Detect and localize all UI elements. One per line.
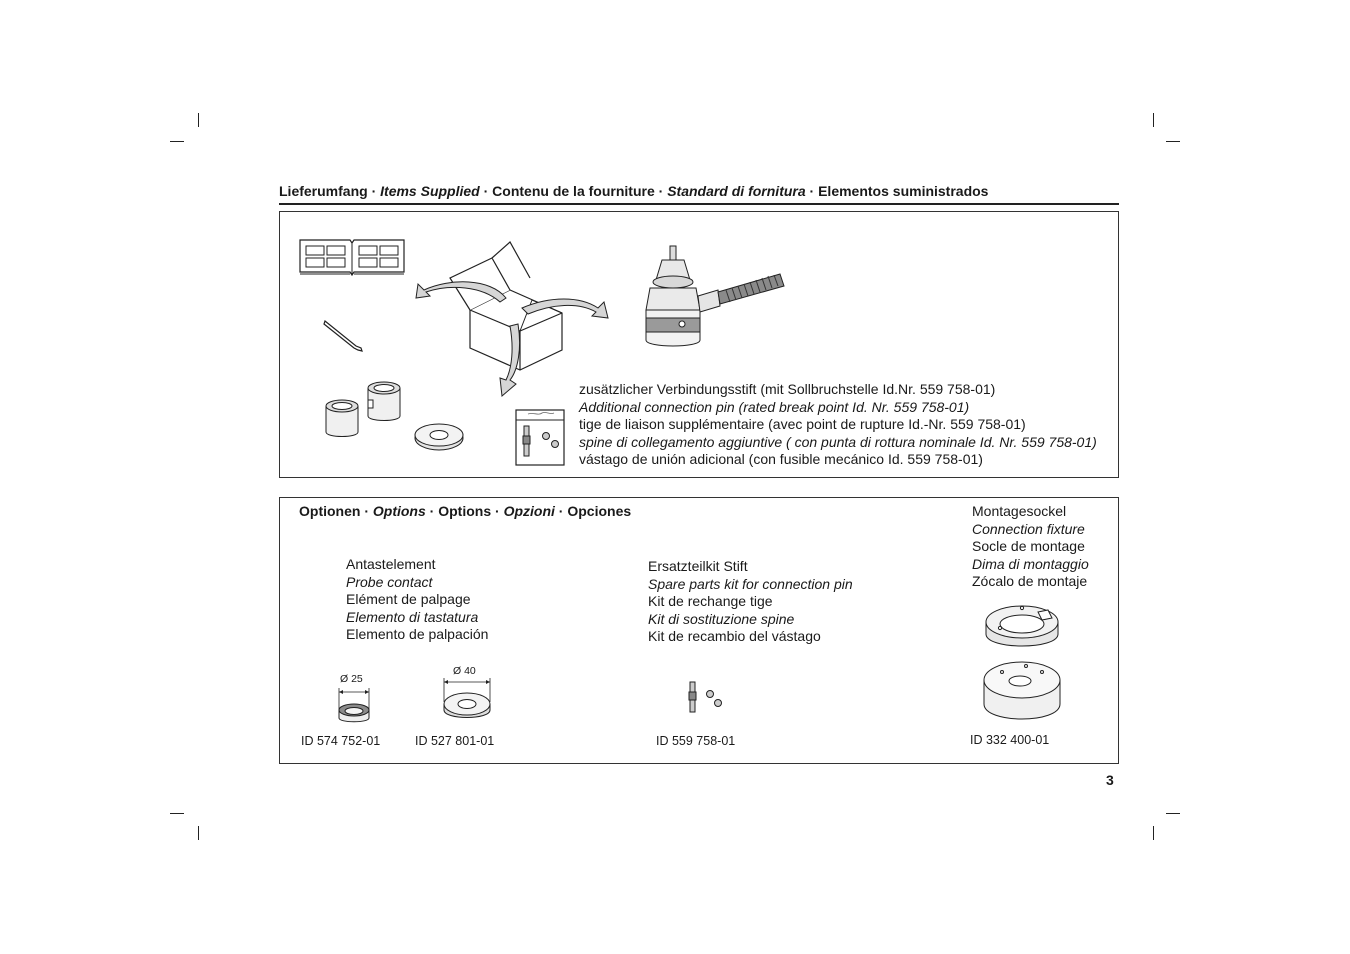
id-spare-pin-kit: ID 559 758-01 — [656, 734, 736, 748]
fixture-label: Montagesockel Connection fixture Socle de montage Dima di montaggio Zócalo de montaje — [972, 503, 1089, 589]
pin-bag-icon — [514, 408, 568, 468]
washer-part-icon — [412, 420, 467, 455]
spare-pin-kit-icon — [686, 678, 726, 718]
probe-contact-small-icon — [334, 686, 374, 726]
pin-note: zusätzlicher Verbindungsstift (mit Sollbruchstelle Id.Nr. 559 758-01) Additional connection pin (rated break point Id. Nr. 559 758-01) tige de liaison supplémentaire (avec point de rupture Id.-Nr. 559 758-01) spine di collegamento aggiuntive ( con punta di rottura nominale Id. Nr. 559 758-01) vástago de unión adicional (con fusible mecánico Id. 559 758-01) — [579, 381, 1097, 467]
heading-rule — [279, 203, 1119, 205]
crop-mark — [1153, 826, 1154, 840]
crop-mark — [198, 826, 199, 840]
package-box-icon — [410, 238, 615, 398]
dimension-small: Ø 25 — [340, 673, 363, 685]
page-number: 3 — [1106, 772, 1114, 788]
probe-contact-label: Antastelement Probe contact Elément de palpage Elemento di tastatura Elemento de palpación — [346, 556, 489, 642]
crop-mark — [170, 141, 184, 142]
options-heading: Optionen · Options · Options · Opzioni · Opciones — [299, 503, 632, 519]
id-probe-contact-small: ID 574 752-01 — [301, 734, 381, 748]
crop-mark — [1166, 813, 1180, 814]
items-supplied-heading: Lieferumfang · Items Supplied · Contenu de la fourniture · Standard di fornitura · Elementos suministrados — [279, 183, 989, 199]
probe-head-icon — [640, 240, 790, 355]
crop-mark — [1153, 113, 1154, 127]
manual-book-icon — [298, 236, 408, 278]
crop-mark — [198, 113, 199, 127]
crop-mark — [1166, 141, 1180, 142]
id-mounting-fixture: ID 332 400-01 — [970, 733, 1050, 747]
spare-kit-label: Ersatzteilkit Stift Spare parts kit for connection pin Kit de rechange tige Kit di sostituzione spine Kit de recambio del vástago — [648, 558, 853, 644]
crop-mark — [170, 813, 184, 814]
sleeve-parts-icon — [322, 378, 412, 443]
hex-key-icon — [322, 318, 367, 354]
id-probe-contact-large: ID 527 801-01 — [415, 734, 495, 748]
dimension-large: Ø 40 — [453, 665, 476, 677]
mounting-fixture-icon — [980, 600, 1065, 725]
probe-contact-large-icon — [440, 676, 495, 724]
